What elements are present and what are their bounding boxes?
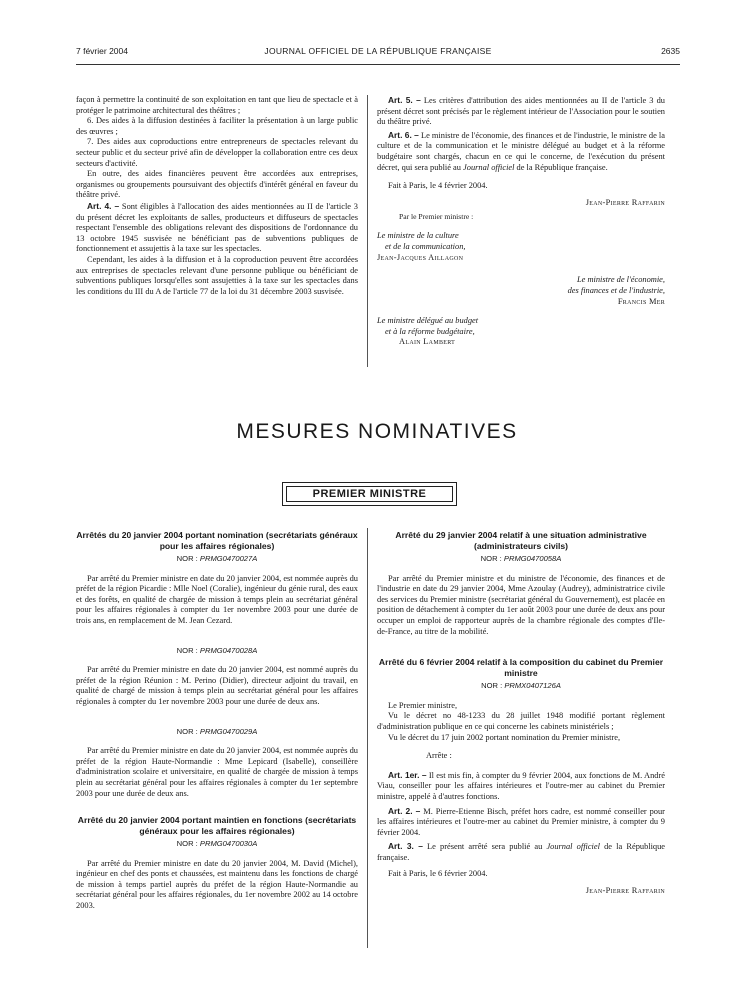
decree-text: Par arrêté du Premier ministre en date du 20 janvier 2004, M. David (Michel), ingénieur en chef des ponts et chaussées, est maintenu dans les fonctions de chargé de mission à temps partiel auprès du préfet de la région Haute-Normandie au secrétariat général pour les affaires régionales, du 1er novembre 2002 au 14 octobre 2003. <box>76 858 358 911</box>
article-text: Le ministre de l'économie, des finances et de l'industrie, le ministre de la culture et de la communication et le ministre délégué au budget et à la réforme budgétaire sont chargés, chacun en ce qui le concerne, de l'exécution du présent décret, qui sera publié au <box>377 130 665 172</box>
article-6 <box>377 130 665 173</box>
minister-title: et de la communication, <box>385 241 466 251</box>
signature-block-culture <box>377 231 665 263</box>
journal-name: Journal officiel <box>546 842 600 852</box>
nor-code: PRMG0470030A <box>199 839 258 849</box>
article-label: Art. 6. – <box>388 129 419 140</box>
nor-reference: NOR : PRMX0407126A <box>481 681 561 691</box>
article-text: M. Pierre-Etienne Bisch, préfet hors cadre, est nommé conseiller pour les affaires intérieures et l'outre-mer au cabinet du Premier ministre, à compter du 9 février 2004. <box>377 806 665 837</box>
minister-title: Le ministre de l'économie, <box>576 275 665 285</box>
header-journal-title: JOURNAL OFFICIEL DE LA RÉPUBLIQUE FRANÇAISE <box>264 46 492 56</box>
article-label: Art. 1er. – <box>388 769 427 780</box>
arrete-label: Arrête : <box>426 751 452 761</box>
article-3 <box>377 841 665 863</box>
by-pm-label: Par le Premier ministre : <box>399 212 474 222</box>
ministry-name: PREMIER MINISTRE <box>286 486 453 502</box>
decree-text: Par arrêté du Premier ministre en date du 20 janvier 2004, est nommé auprès du préfet de la région Réunion : M. Perino (Didier), directeur adjoint du travail, en qualité de chargé de mission à temps plein au secrétariat général pour les affaires régionales à compter du 1er novembre 2003 pour une durée de deux ans. <box>76 665 358 706</box>
nor-code: PRMG0470027A <box>199 554 258 563</box>
article-4 <box>76 201 358 255</box>
nor-reference: NOR : PRMG0470030A <box>176 839 258 849</box>
article-label: Art. 4. – <box>87 200 120 211</box>
signature-block-economy <box>377 275 665 307</box>
decree-text: Par arrêté du Premier ministre et du ministre de l'économie, des finances et de l'industrie en date du 29 janvier 2004, Mme Azoulay (Audrey), administratrice civile des services du Premier ministre (secrétariat général du Gouvernement), est placée en position de détachement à compter du 1er août 2003 pour une durée de deux ans pour occuper un emploi de rapporteur auprès de la chambre régionale des comptes d'Ile-de-France, au titre de la mobilité. <box>377 573 665 636</box>
paragraph: Le Premier ministre, <box>388 700 458 710</box>
article-text: Sont éligibles à l'allocation des aides mentionnées au II de l'article 3 du présent décret les exploitants de salles, producteurs et diffuseurs de spectacles respectant l'ensemble des obligations relevant des dispositions de l'ordonnance du 13 octobre 1945 susvisée ne bénéficiant pas de subventions publiques de fonctionnement et assujettis à la taxe sur les spectacles. <box>76 201 358 254</box>
paragraph: Cependant, les aides à la diffusion et à la coproduction peuvent être accordées aux entreprises de spectacles relevant d'une personne publique ou bénéficiant de subventions publiques lorsqu'elles sont assujetties à la taxe sur les spectacles dans les conditions du III du A de l'article 77 de la loi du 31 décembre 2003 susvisée. <box>76 254 358 296</box>
decree-title: Arrêtés du 20 janvier 2004 portant nomination (secrétariats généraux pour les affaires régionales) <box>76 530 358 551</box>
bottom-left-column <box>76 530 358 912</box>
article-text: Les critères d'attribution des aides mentionnées au II de l'article 3 du présent décret sont précisés par le règlement intérieur de l'Association pour le soutien du théâtre privé. <box>377 96 665 127</box>
signature-pm: Jean-Pierre Raffarin <box>585 197 665 207</box>
article-2 <box>377 806 665 839</box>
decree-text: Par arrêté du Premier ministre en date du 20 janvier 2004, est nommée auprès du préfet de la région Picardie : Mlle Noel (Coralie), ingénieur du génie rural, des eaux et des forêts, en qualité de chargée de mission à temps plein au secrétariat général pour les affaires régionales à compter du 1er novembre 2003 pour une durée de trois ans, en remplacement de M. Jean Cezard. <box>76 573 358 625</box>
article-text-end: de la République française. <box>377 842 665 862</box>
paragraph: façon à permettre la continuité de son exploitation en tant que lieu de spectacle et à protéger le patrimoine architectural des théâtres ; <box>76 95 358 115</box>
column-divider <box>367 528 368 948</box>
running-header <box>76 46 680 60</box>
minister-title: et à la réforme budgétaire, <box>385 326 475 336</box>
article-text-end: de la République française. <box>514 162 608 172</box>
paragraph: Vu le décret du 17 juin 2002 portant nomination du Premier ministre, <box>388 732 621 742</box>
signature-pm: Jean-Pierre Raffarin <box>585 886 665 896</box>
article-1 <box>377 770 665 803</box>
decree-title: Arrêté du 20 janvier 2004 portant maintien en fonctions (secrétariats généraux pour les affaires régionales) <box>77 815 357 836</box>
header-page-number: 2635 <box>661 46 680 56</box>
header-date: 7 février 2004 <box>76 46 128 56</box>
nor-code: PRMG0470058A <box>503 554 562 563</box>
nor-code: PRMG0470028A <box>199 645 258 655</box>
signature-block-budget <box>377 316 665 348</box>
article-label: Art. 3. – <box>388 841 423 852</box>
minister-title: Le ministre délégué au budget <box>377 315 479 325</box>
minister-name: Alain Lambert <box>399 337 456 347</box>
column-divider <box>367 95 368 367</box>
article-label: Art. 5. – <box>388 95 421 105</box>
article-text: Il est mis fin, à compter du 9 février 2004, aux fonctions de M. André Viau, conseiller pour les affaires intérieures et l'outre-mer au cabinet du Premier ministre, appelé à d'autres fonctions. <box>377 770 665 801</box>
nor-reference: NOR : PRMG0470029A <box>176 726 258 736</box>
done-at: Fait à Paris, le 6 février 2004. <box>388 869 488 879</box>
top-right-column <box>377 95 665 348</box>
top-left-column <box>76 95 358 297</box>
nor-code: PRMX0407126A <box>504 681 561 691</box>
done-at: Fait à Paris, le 4 février 2004. <box>388 181 488 191</box>
ministry-box <box>282 482 457 506</box>
minister-name: Francis Mer <box>617 296 665 306</box>
article-label: Art. 2. – <box>388 805 421 816</box>
minister-name: Jean-Jacques Aillagon <box>377 252 464 262</box>
nor-reference: NOR : PRMG0470028A <box>176 645 258 655</box>
article-5 <box>377 95 665 128</box>
nor-reference: NOR : PRMG0470027A <box>176 554 258 563</box>
header-rule <box>76 64 680 65</box>
article-text: Le présent arrêté sera publié au <box>422 842 547 852</box>
bottom-right-column <box>377 530 665 897</box>
decree-text: Par arrêté du Premier ministre en date du 20 janvier 2004, est nommée auprès du préfet de la région Haute-Normandie : Mme Lepicard (Isabelle), conseillère d'administration scolaire et universitaire, en qualité de chargée de mission à temps plein au secrétariat général pour les affaires régionales à compter du 1er septembre 2003 pour une durée de deux ans. <box>76 746 358 798</box>
nor-code: PRMG0470029A <box>199 726 258 736</box>
journal-name: Journal officiel <box>463 162 515 172</box>
paragraph: 6. Des aides à la diffusion destinées à faciliter la présentation à un large public des œuvres ; <box>76 116 358 136</box>
minister-title: Le ministre de la culture <box>377 230 459 240</box>
minister-title: des finances et de l'industrie, <box>567 286 665 296</box>
decree-title: Arrêté du 29 janvier 2004 relatif à une situation administrative (administrateurs civils) <box>395 530 647 551</box>
paragraph: 7. Des aides aux coproductions entre entrepreneurs de spectacles relevant du secteur public et du secteur privé afin de développer la collaboration entre ces deux secteurs d'activité. <box>76 137 358 168</box>
paragraph: Vu le décret no 48-1233 du 28 juillet 1948 modifié portant règlement d'administration publique en ce qui concerne les cabinets ministériels ; <box>377 711 665 731</box>
section-title: MESURES NOMINATIVES <box>236 420 518 443</box>
paragraph: En outre, des aides financières peuvent être accordées aux entreprises, organismes ou groupements poursuivant des objectifs d'intérêt général en faveur du théâtre privé. <box>76 169 358 200</box>
nor-reference: NOR : PRMG0470058A <box>480 554 562 563</box>
decree-title: Arrêté du 6 février 2004 relatif à la composition du cabinet du Premier ministre <box>378 657 664 678</box>
